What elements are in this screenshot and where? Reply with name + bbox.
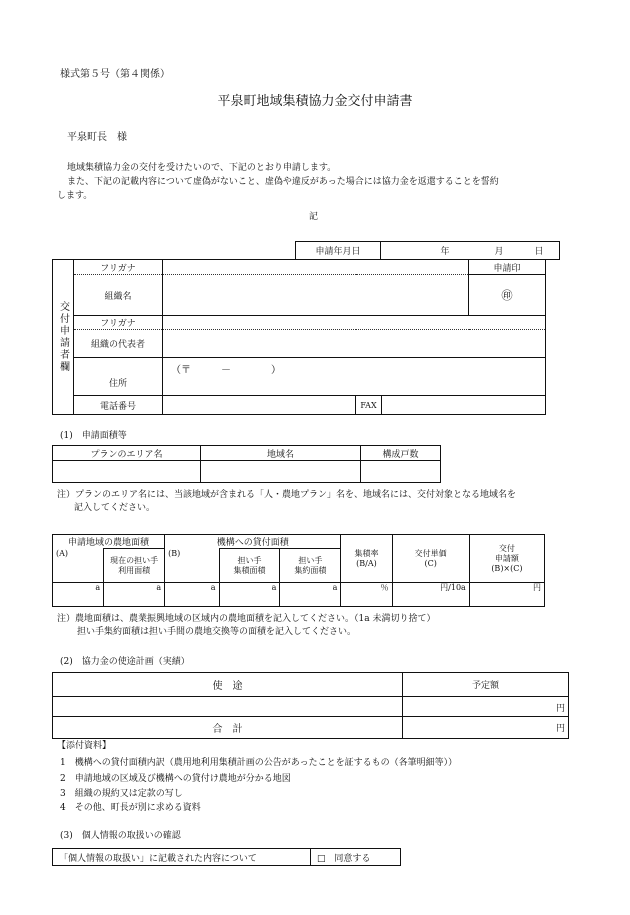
- lease-header: 機構への貸付面積: [165, 535, 341, 549]
- attachment-item-1: 1 機構への貸付面積内訳（農用地利用集積計画の公告があったことを証するもの（各筆明細等））: [60, 758, 458, 768]
- attachments-heading: 【添付資料】: [57, 741, 112, 751]
- unit-price[interactable]: 円/10a: [392, 583, 469, 607]
- area-header: 申請地域の農地面積: [53, 535, 165, 549]
- planned-amount-yen[interactable]: 円: [403, 697, 569, 717]
- unit-amount[interactable]: 円: [533, 583, 541, 592]
- amount-label1: 交付: [498, 543, 515, 553]
- total-label: 合 計: [53, 717, 403, 739]
- total-yen[interactable]: 円: [555, 724, 565, 734]
- col-usage: 使 途: [53, 673, 403, 697]
- phone-label: 電話番号: [74, 396, 163, 415]
- unit-current[interactable]: a: [104, 583, 165, 607]
- privacy-table: [52, 848, 401, 866]
- checkbox-icon[interactable]: □: [317, 853, 326, 864]
- intro-line2: また、下記の記載内容について虚偽がないこと、虚偽や違反があった場合には協力金を返還することを誓約: [67, 177, 499, 187]
- col-plan-area: プランのエリア名: [53, 446, 201, 461]
- unit-rate[interactable]: ％: [341, 583, 392, 607]
- unit-tana1[interactable]: a: [219, 583, 280, 607]
- region-field[interactable]: [201, 461, 361, 483]
- ki-mark: 記: [309, 212, 319, 222]
- rate-label: 集積率: [354, 548, 379, 558]
- rate-sub: (B/A): [356, 558, 377, 568]
- price-label: 交付単価: [414, 548, 447, 558]
- furigana-label: フリガナ: [74, 260, 163, 275]
- usage-field[interactable]: [53, 697, 403, 717]
- form-number: 様式第５号（第４関係）: [60, 69, 170, 80]
- attachment-item-4: 4 その他、町長が別に求める資料: [60, 803, 201, 813]
- representative-field[interactable]: [163, 330, 546, 358]
- section2-heading: (2) 協力金の使途計画（実績）: [60, 657, 190, 667]
- date-month: 月: [494, 247, 504, 257]
- col-region: 地域名: [201, 446, 361, 461]
- attachment-item-2: 2 申請地域の区域及び機構への貸付け農地が分かる地図: [60, 774, 291, 784]
- intro-line1: 地域集積協力金の交付を受けたいので、下記のとおり申請します。: [67, 163, 337, 173]
- date-label: 申請年月日: [296, 242, 381, 260]
- price-sub: (C): [424, 558, 437, 568]
- amount-label3: (B)×(C): [491, 563, 523, 573]
- col-households: 構成戸数: [361, 446, 441, 461]
- furigana2-field[interactable]: [163, 316, 546, 330]
- attachment-item-3: 3 組織の規約又は定款の写し: [60, 789, 183, 799]
- tana1-label1: 担い手: [237, 555, 262, 565]
- fax-field[interactable]: [382, 396, 546, 414]
- seal-mark: ㊞: [469, 275, 546, 316]
- privacy-statement: 「個人情報の取扱い」に記載された内容について: [53, 849, 311, 866]
- applicant-side-label: 交付申請者欄: [57, 301, 69, 373]
- plan-area-field[interactable]: [53, 461, 201, 483]
- area-note1: 注）農地面積は、農業振興地域の区域内の農地面積を記入してください。（1a 未満切り捨て）: [57, 614, 436, 624]
- section1-note2: 記入してください。: [74, 503, 156, 513]
- section1-heading: (1) 申請面積等: [60, 431, 127, 441]
- agree-checkbox-cell[interactable]: [311, 849, 401, 866]
- representative-label: 組織の代表者: [74, 330, 163, 358]
- usage-plan-table: [52, 672, 569, 739]
- col-planned-amount: 予定額: [403, 673, 569, 697]
- current-label2: 利用面積: [118, 565, 151, 575]
- tana1-label2: 集積面積: [233, 565, 266, 575]
- addressee: 平泉町長 様: [67, 132, 127, 143]
- households-field[interactable]: [361, 461, 441, 483]
- seal-header: 申請印: [469, 260, 546, 275]
- date-year: 年: [440, 247, 450, 257]
- section1-note1: 注）プランのエリア名には、当該地域が含まれる「人・農地プラン」名を、地域名には、交付対象となる地域名を: [57, 490, 517, 500]
- section3-heading: (3) 個人情報の取扱いの確認: [60, 831, 181, 841]
- applicant-table: [52, 259, 546, 415]
- intro-line3: します。: [57, 191, 93, 201]
- org-name-label: 組織名: [74, 275, 163, 316]
- tana2-label2: 集約面積: [294, 565, 327, 575]
- date-day: 日: [534, 247, 544, 257]
- application-date-table: [295, 241, 560, 260]
- section1-table: [52, 445, 441, 483]
- org-name-field[interactable]: [163, 275, 469, 316]
- fax-label: FAX: [356, 396, 382, 414]
- furigana2-label: フリガナ: [74, 316, 163, 330]
- area-note2: 担い手集約面積は担い手間の農地交換等の面積を記入してください。: [77, 627, 357, 637]
- current-label1: 現在の担い手: [110, 555, 159, 565]
- area-table: [52, 534, 545, 607]
- postal-code-field[interactable]: （〒 － ）: [163, 358, 546, 396]
- tana2-label1: 担い手: [298, 555, 323, 565]
- agree-label: 同意する: [334, 853, 371, 864]
- unit-tana2[interactable]: a: [280, 583, 341, 607]
- furigana-field[interactable]: [163, 260, 469, 275]
- area-a-label: (A): [53, 549, 104, 583]
- lease-b-label: (B): [165, 549, 219, 583]
- document-title: 平泉町地域集積協力金交付申請書: [217, 94, 413, 109]
- phone-field[interactable]: [163, 396, 356, 415]
- unit-lease-b[interactable]: a: [165, 583, 219, 607]
- unit-area-a[interactable]: a: [53, 583, 104, 607]
- amount-label2: 申請額: [494, 553, 519, 563]
- address-label: 住所: [74, 358, 163, 396]
